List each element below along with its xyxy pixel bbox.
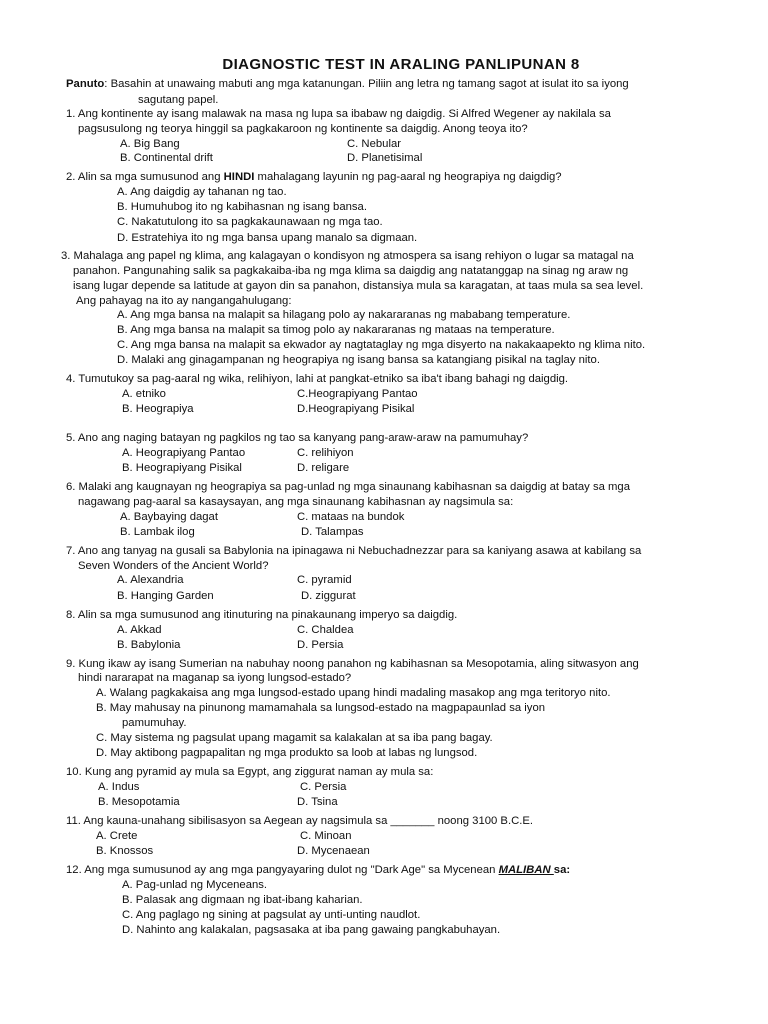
q11-option-b: B. Knossos — [96, 845, 154, 857]
q6-option-c: C. mataas na bundok — [297, 511, 405, 523]
q10-option-c: C. Persia — [300, 781, 347, 793]
question-3-cont-2: isang lugar depende sa latitude at gayon din sa panahon, distansiya mula sa karagatan, at taas mula sa sea level. — [73, 280, 644, 292]
q8-option-d: D. Persia — [297, 639, 344, 651]
question-8: 8. Alin sa mga sumusunod ang itinuturing na pinakaunang imperyo sa daigdig. — [66, 609, 458, 621]
q1-option-c: C. Nebular — [347, 138, 401, 150]
question-10: 10. Kung ang pyramid ay mula sa Egypt, ang ziggurat naman ay mula sa: — [66, 766, 434, 778]
q5-option-b: B. Heograpiyang Pisikal — [122, 462, 242, 474]
q7-option-c: C. pyramid — [297, 574, 352, 586]
q12-option-a: A. Pag-unlad ng Myceneans. — [122, 879, 268, 891]
q6-option-a: A. Baybaying dagat — [120, 511, 218, 523]
q5-option-d: D. religare — [297, 462, 350, 474]
instructions-line-2: sagutang papel. — [138, 94, 219, 106]
instructions-label: Panuto — [66, 78, 105, 90]
instructions-line-1: Panuto: Basahin at unawaing mabuti ang mga katanungan. Piliin ang letra ng tamang sagot at isulat ito sa iyong — [66, 78, 629, 90]
question-1-cont: pagsusulong ng teorya hinggil sa pagkakaroon ng kontinente sa daigdig. Anong teoya ito? — [78, 123, 528, 135]
q9-option-b: B. May mahusay na pinunong mamamahala sa lungsod-estado na magpapaunlad sa iyon — [96, 702, 546, 714]
q4-option-a: A. etniko — [122, 388, 166, 400]
q3-option-c: C. Ang mga bansa na malapit sa ekwador ay nagtataglay ng mga disyerto na nakakaapekto ng klima nito. — [117, 339, 646, 351]
q12-option-b: B. Palasak ang digmaan ng ibat-ibang kaharian. — [122, 894, 363, 906]
question-5: 5. Ano ang naging batayan ng pagkilos ng tao sa kanyang pang-araw-araw na pamumuhay? — [66, 432, 529, 444]
question-3-cont-1: panahon. Pangunahing salik sa pagkakaiba-iba ng mga klima sa daigdig ang natatanggap na sinag ng araw ng — [73, 265, 629, 277]
question-11: 11. Ang kauna-unahang sibilisasyon sa Aegean ay nagsimula sa _______ noong 3100 B.C.E. — [66, 815, 534, 827]
question-3-cont-3: Ang pahayag na ito ay nangangahulugang: — [76, 295, 292, 307]
q3-option-a: A. Ang mga bansa na malapit sa hilagang polo ay nakararanas ng mababang temperature. — [117, 309, 571, 321]
q8-option-a: A. Akkad — [117, 624, 162, 636]
q10-option-a: A. Indus — [98, 781, 140, 793]
question-9: 9. Kung ikaw ay isang Sumerian na nabuhay noong panahon ng kabihasnan sa Mesopotamia, aling sitwasyon ang — [66, 658, 639, 670]
q3-option-d: D. Malaki ang ginagampanan ng heograpiya ng isang bansa sa katangiang pisikal na taglay nito. — [117, 354, 600, 366]
page-title: DIAGNOSTIC TEST IN ARALING PANLIPUNAN 8 — [222, 56, 580, 73]
q1-option-d: D. Planetisimal — [347, 152, 423, 164]
question-2: 2. Alin sa mga sumusunod ang HINDI mahalagang layunin ng pag-aaral ng heograpiya ng daigdig? — [66, 171, 562, 183]
q11-option-a: A. Crete — [96, 830, 138, 842]
question-7: 7. Ano ang tanyag na gusali sa Babylonia na ipinagawa ni Nebuchadnezzar para sa kaniyang asawa at kabilang sa — [66, 545, 642, 557]
q11-option-c: C. Minoan — [300, 830, 352, 842]
question-6: 6. Malaki ang kaugnayan ng heograpiya sa pag-unlad ng mga sinaunang kabihasnan sa daigdig at batay sa mga — [66, 481, 630, 493]
q2-option-c: C. Nakatutulong ito sa pagkakaunawaan ng mga tao. — [117, 216, 383, 228]
q12-option-c: C. Ang paglago ng sining at pagsulat ay unti-unting naudlot. — [122, 909, 421, 921]
q7-option-d: D. ziggurat — [301, 590, 356, 602]
q9-option-c: C. May sistema ng pagsulat upang magamit sa kalakalan at sa iba pang bagay. — [96, 732, 493, 744]
question-6-cont: nagawang pag-aaral sa kasaysayan, ang mga sinaunang kabihasnan ay nagsimula sa: — [78, 496, 514, 508]
q4-option-c: C.Heograpiyang Pantao — [297, 388, 418, 400]
q5-option-c: C. relihiyon — [297, 447, 354, 459]
q2-option-d: D. Estratehiya ito ng mga bansa upang manalo sa digmaan. — [117, 232, 418, 244]
q10-option-b: B. Mesopotamia — [98, 796, 180, 808]
q9-option-d: D. May aktibong pagpapalitan ng mga produkto sa loob at labas ng lungsod. — [96, 747, 478, 759]
q5-option-a: A. Heograpiyang Pantao — [122, 447, 246, 459]
q11-option-d: D. Mycenaean — [297, 845, 370, 857]
question-1: 1. Ang kontinente ay isang malawak na masa ng lupa sa ibabaw ng daigdig. Si Alfred Wegener ay nakilala sa — [66, 108, 611, 120]
question-4: 4. Tumutukoy sa pag-aaral ng wika, relihiyon, lahi at pangkat-etniko sa iba't ibang bahagi ng daigdig. — [66, 373, 569, 385]
question-9-cont: hindi nararapat na maganap sa iyong lungsod-estado? — [78, 672, 352, 684]
q12-option-d: D. Nahinto ang kalakalan, pagsasaka at iba pang gawaing pangkabuhayan. — [122, 924, 501, 936]
q9-option-b-cont: pamumuhay. — [122, 717, 187, 729]
q8-option-b: B. Babylonia — [117, 639, 181, 651]
q3-option-b: B. Ang mga bansa na malapit sa timog polo ay nakararanas ng mataas na temperature. — [117, 324, 555, 336]
q7-option-b: B. Hanging Garden — [117, 590, 214, 602]
q6-option-b: B. Lambak ilog — [120, 526, 195, 538]
q2-option-a: A. Ang daigdig ay tahanan ng tao. — [117, 186, 287, 198]
q1-option-b: B. Continental drift — [120, 152, 213, 164]
question-12: 12. Ang mga sumusunod ay ang mga pangyayaring dulot ng "Dark Age" sa Mycenean MALIBAN sa: — [66, 864, 571, 876]
q9-option-a: A. Walang pagkakaisa ang mga lungsod-estado upang hindi madaling masakop ang mga teritoryo nito. — [96, 687, 611, 699]
question-7-cont: Seven Wonders of the Ancient World? — [78, 560, 269, 572]
q2-option-b: B. Humuhubog ito ng kabihasnan ng isang bansa. — [117, 201, 367, 213]
q7-option-a: A. Alexandria — [117, 574, 184, 586]
q1-option-a: A. Big Bang — [120, 138, 180, 150]
q6-option-d: D. Talampas — [301, 526, 364, 538]
q10-option-d: D. Tsina — [297, 796, 338, 808]
q4-option-b: B. Heograpiya — [122, 403, 194, 415]
question-3: 3. Mahalaga ang papel ng klima, ang kalagayan o kondisyon ng atmospera sa isang rehiyon o lugar sa matagal na — [61, 250, 634, 262]
q4-option-d: D.Heograpiyang Pisikal — [297, 403, 415, 415]
q8-option-c: C. Chaldea — [297, 624, 354, 636]
